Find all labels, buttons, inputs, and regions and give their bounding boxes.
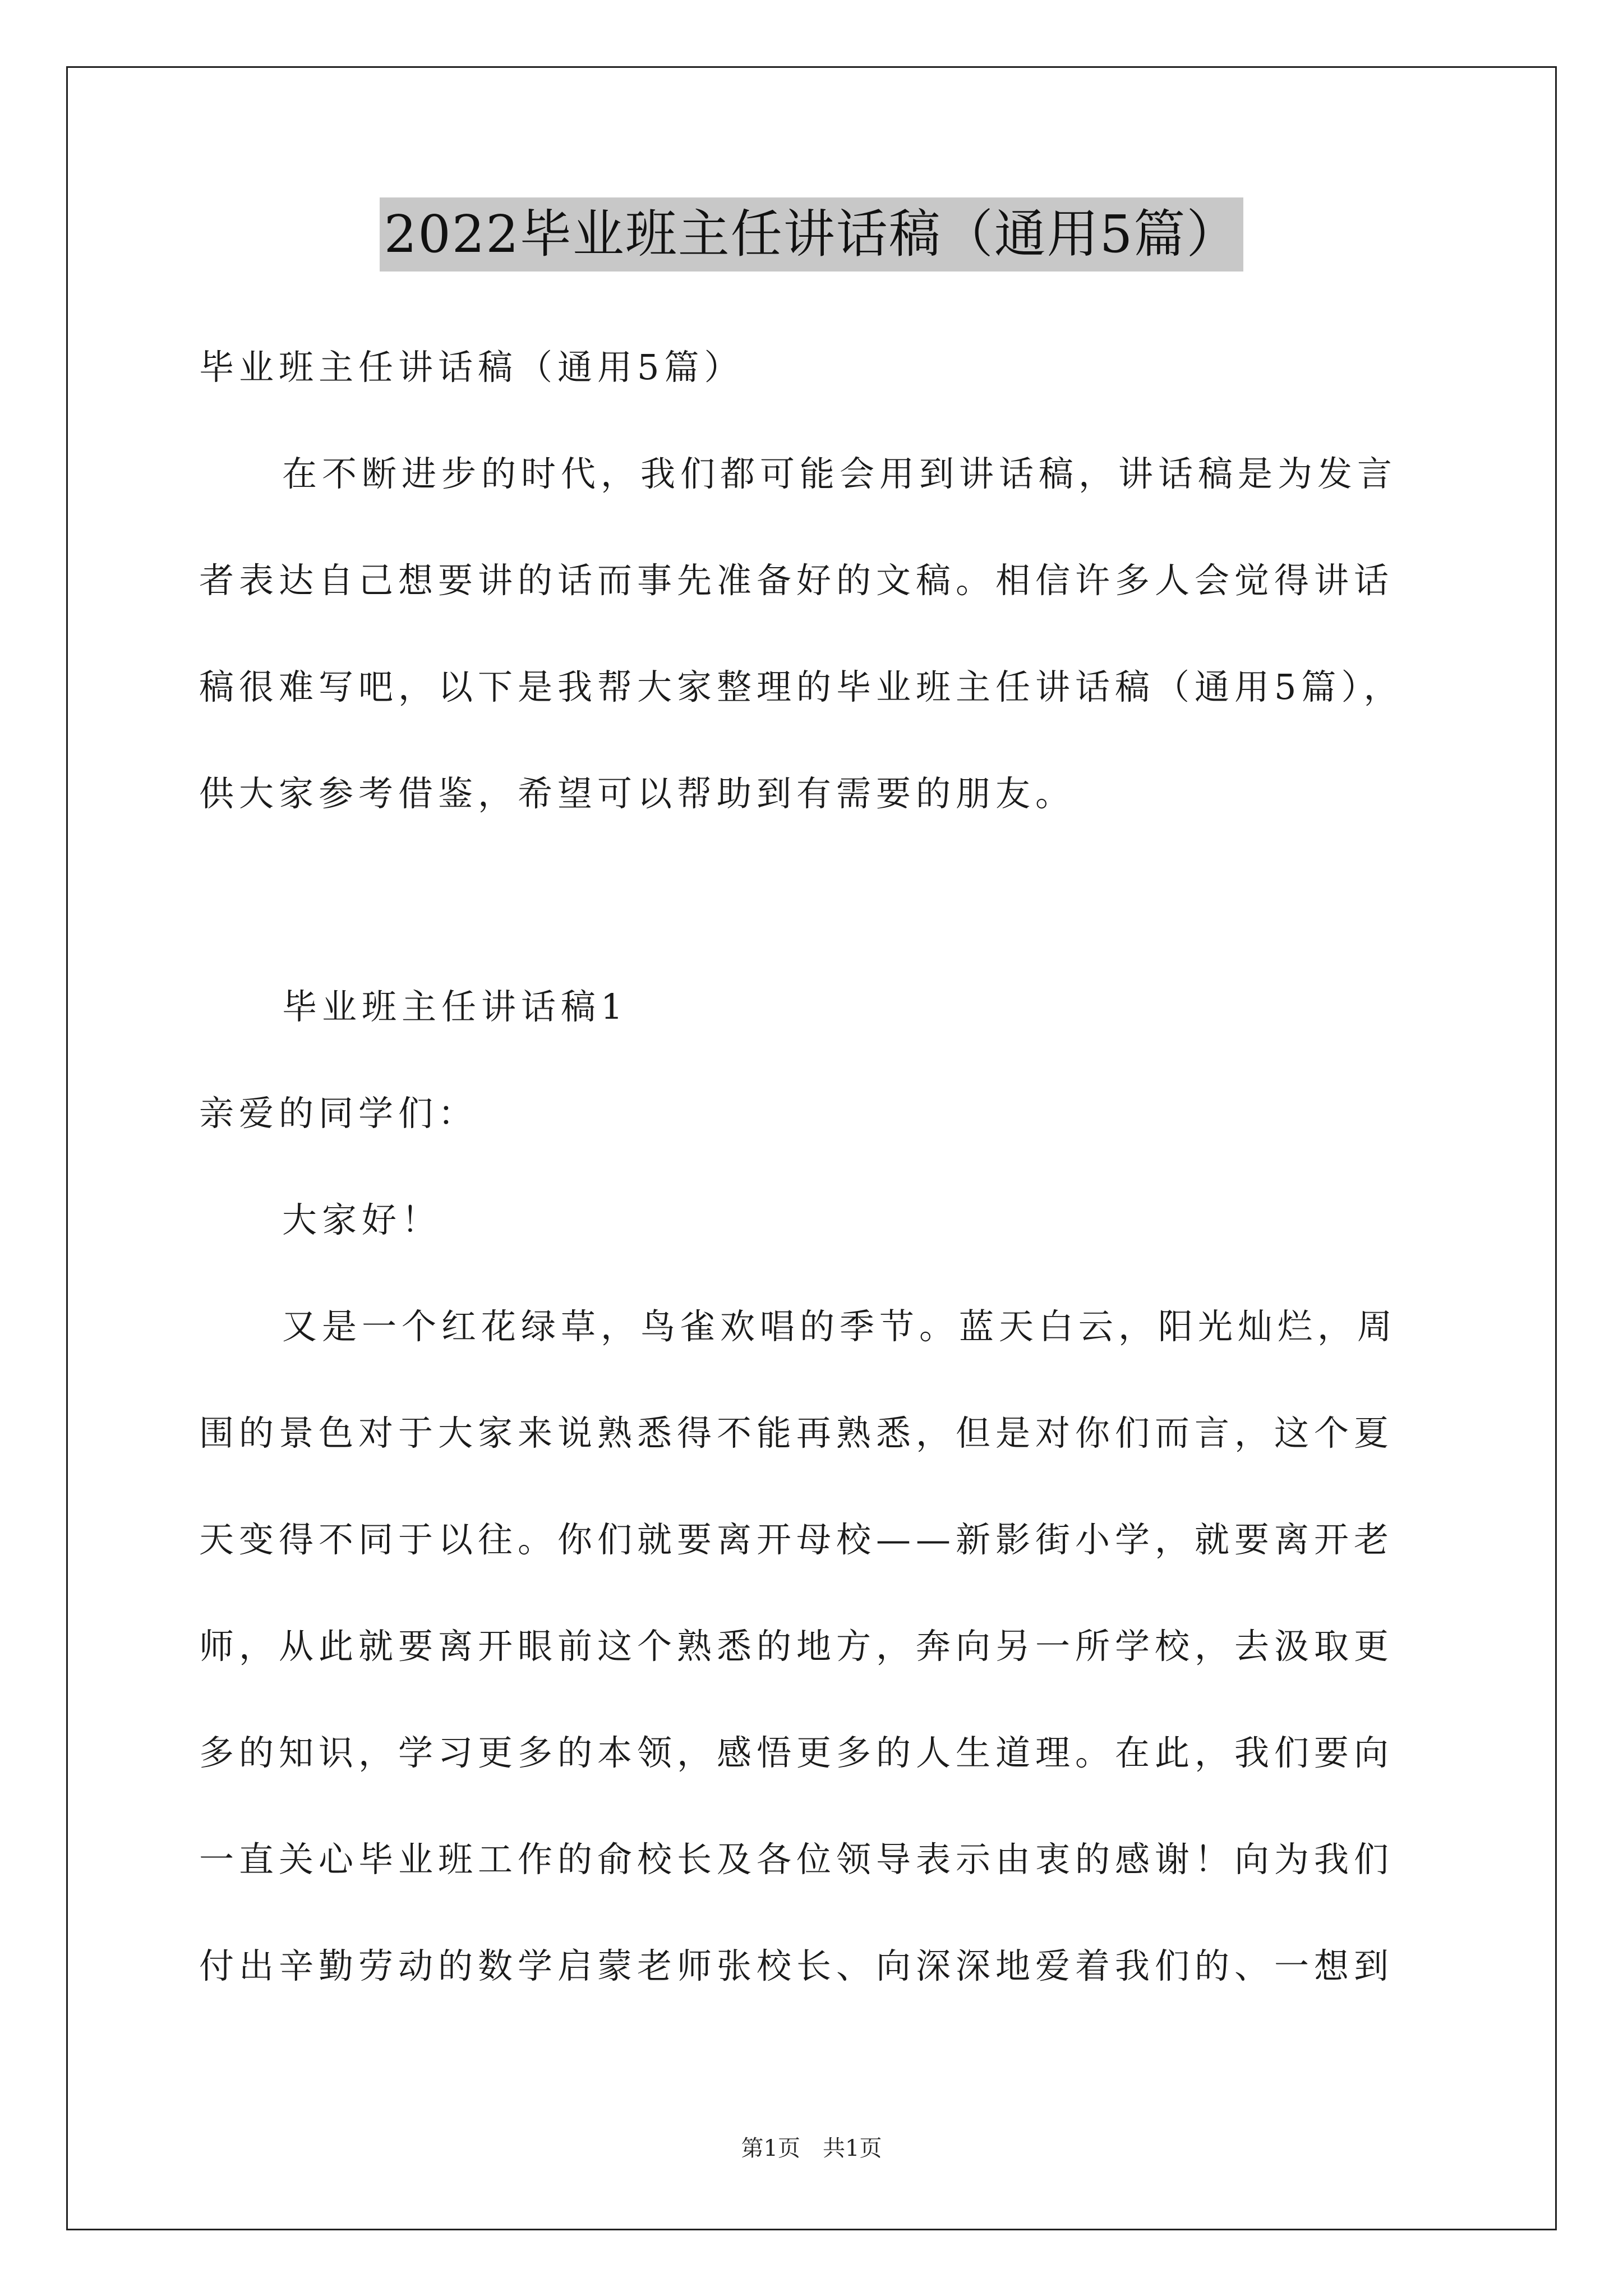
body-line: 师，从此就要离开眼前这个熟悉的地方，奔向另一所学校，去汲取更 <box>199 1626 1394 1667</box>
section-heading: 毕业班主任讲话稿1 <box>282 986 628 1027</box>
title-container <box>0 197 1623 272</box>
paragraph-spacer <box>199 847 1461 954</box>
document-body <box>199 314 1461 2019</box>
intro-line: 在不断进步的时代，我们都可能会用到讲话稿，讲话稿是为发言 <box>282 453 1398 494</box>
greeting: 大家好！ <box>282 1199 442 1240</box>
body-line: 多的知识，学习更多的本领，感悟更多的人生道理。在此，我们要向 <box>199 1732 1394 1773</box>
body-line: 天变得不同于以往。你们就要离开母校——新影街小学，就要离开老 <box>199 1519 1394 1560</box>
document-title: 2022毕业班主任讲话稿（通用5篇） <box>380 197 1244 272</box>
body-line: 付出辛勤劳动的数学启蒙老师张校长、向深深地爱着我们的、一想到 <box>199 1945 1394 1986</box>
page-footer: 第1页 共1页 <box>741 2136 882 2161</box>
intro-line: 者表达自己想要讲的话而事先准备好的文稿。相信许多人会觉得讲话 <box>199 560 1394 601</box>
intro-line: 稿很难写吧，以下是我帮大家整理的毕业班主任讲话稿（通用5篇）， <box>199 666 1404 707</box>
body-line: 一直关心毕业班工作的俞校长及各位领导表示由衷的感谢！向为我们 <box>199 1839 1394 1880</box>
document-subtitle: 毕业班主任讲话稿（通用5篇） <box>199 347 744 388</box>
intro-line: 供大家参考借鉴，希望可以帮助到有需要的朋友。 <box>199 773 1076 814</box>
body-line: 围的景色对于大家来说熟悉得不能再熟悉，但是对你们而言，这个夏 <box>199 1412 1394 1453</box>
body-line: 又是一个红花绿草，鸟雀欢唱的季节。蓝天白云，阳光灿烂，周 <box>282 1306 1398 1347</box>
salutation: 亲爱的同学们： <box>199 1093 478 1134</box>
